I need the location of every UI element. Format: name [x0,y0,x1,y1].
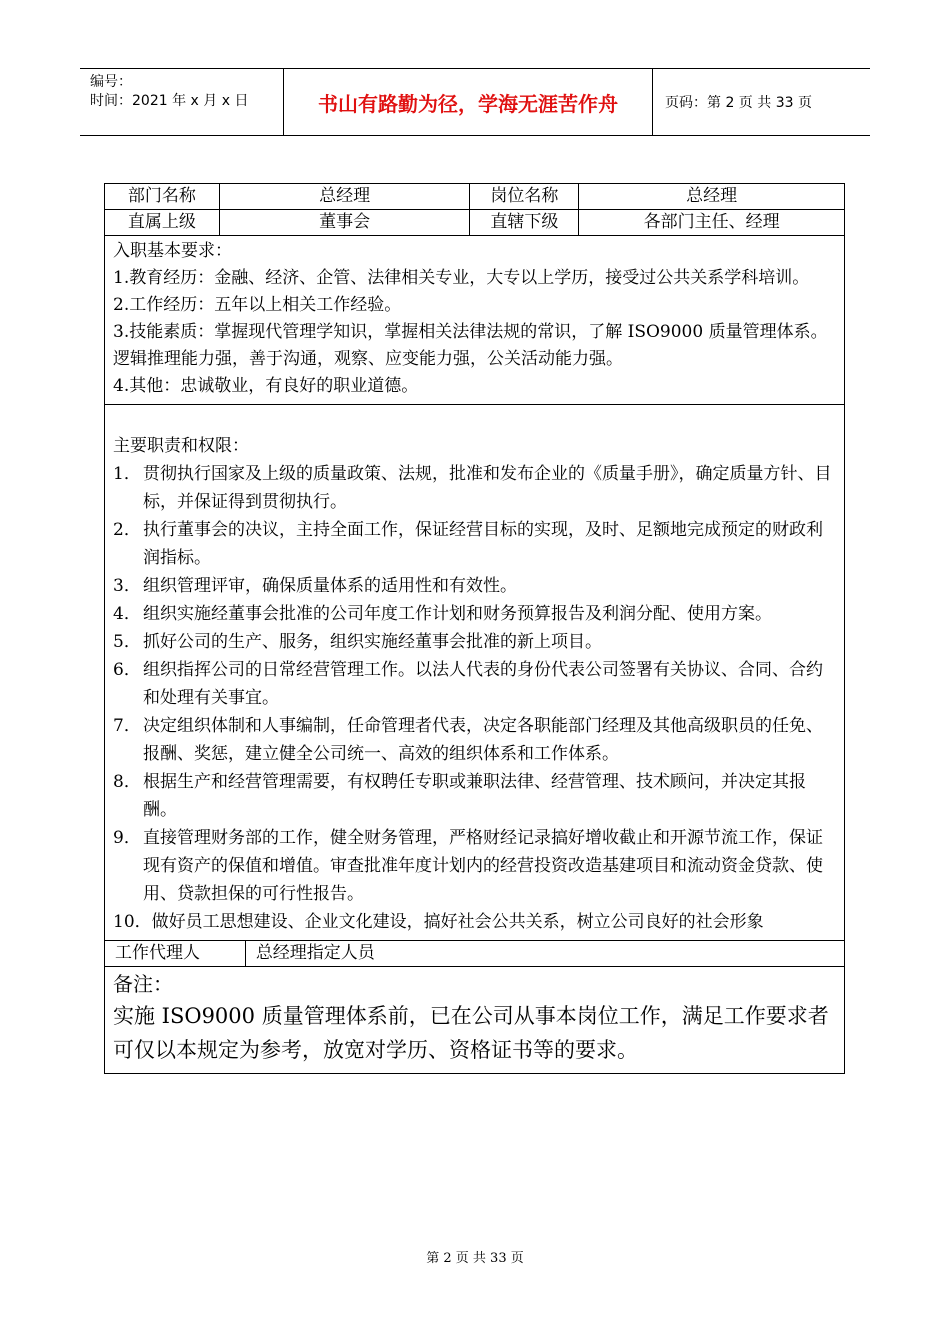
list-item-text: 根据生产和经营管理需要，有权聘任专职或兼职法律、经营管理、技术顾问，并决定其报酬。 [143,772,806,820]
list-item [113,600,836,628]
list-item [113,908,836,936]
page-footer: 第 2 页 共 33 页 [426,1251,524,1266]
subordinate-label: 直辖下级 [470,210,579,236]
list-item-text: 决定组织体制和人事编制，任命管理者代表，决定各职能部门经理及其他高级职员的任免、报酬、奖惩，建立健全公司统一、高效的组织体系和工作体系。 [143,716,823,764]
list-item-number: 4． [113,604,141,624]
list-item-number: 6． [113,660,141,680]
agent-label: 工作代理人 [105,941,246,967]
list-item-text: 组织实施经董事会批准的公司年度工作计划和财务预算报告及利润分配、使用方案。 [143,604,772,624]
table-row [105,405,845,941]
table-row [105,941,845,967]
table-row [105,236,845,405]
requirements-section [105,236,845,405]
list-item-text: 直接管理财务部的工作，健全财务管理，严格财经记录搞好增收截止和开源节流工作，保证现有资产的保值和增值。审查批准年度计划内的经营投资改造基建项目和流动资金贷款、使用、贷款担保的可行性报告。 [143,828,823,904]
superior-value: 董事会 [219,210,470,236]
superior-label: 直属上级 [105,210,220,236]
requirement-item: 3.技能素质：掌握现代管理学知识，掌握相关法律法规的常识，了解 ISO9000 质量管理体系。逻辑推理能力强，善于沟通，观察、应变能力强，公关活动能力强。 [113,322,828,369]
list-item-number: 5． [113,632,141,652]
list-item-text: 执行董事会的决议，主持全面工作，保证经营目标的实现，及时、足额地完成预定的财政利润指标。 [143,520,823,568]
post-name-value: 总经理 [579,184,845,210]
list-item [113,460,836,516]
header-meta [80,69,283,135]
table-row [105,184,845,210]
subordinate-value: 各部门主任、经理 [579,210,845,236]
list-item-number: 10． [113,912,152,932]
duties-list [113,460,836,936]
list-item-number: 1． [113,464,141,484]
list-item-text: 做好员工思想建设、企业文化建设，搞好社会公共关系，树立公司良好的社会形象 [151,912,764,932]
list-item-text: 组织指挥公司的日常经营管理工作。以法人代表的身份代表公司签署有关协议、合同、合约和处理有关事宜。 [143,660,823,708]
list-item-number: 3． [113,576,141,596]
requirement-item: 1.教育经历：金融、经济、企管、法律相关专业，大专以上学历，接受过公共关系学科培训。 [113,268,810,288]
list-item-text: 贯彻执行国家及上级的质量政策、法规，批准和发布企业的《质量手册》，确定质量方针、目标，并保证得到贯彻执行。 [143,464,832,512]
requirement-item: 4.其他：忠诚敬业，有良好的职业道德。 [113,376,419,396]
list-item-text: 组织管理评审，确保质量体系的适用性和有效性。 [143,576,517,596]
dept-name-label: 部门名称 [105,184,220,210]
list-item [113,656,836,712]
list-item [113,768,836,824]
duties-title: 主要职责和权限： [113,436,249,456]
dept-name-value: 总经理 [219,184,470,210]
list-item [113,572,836,600]
post-name-label: 岗位名称 [470,184,579,210]
list-item [113,628,836,656]
header-motto: 书山有路勤为径，学海无涯苦作舟 [283,69,653,135]
remark-title: 备注： [113,972,173,996]
list-item-number: 2． [113,520,141,540]
list-item [113,712,836,768]
list-item-number: 9． [113,828,141,848]
list-item [113,516,836,572]
document-date: 时间：2021 年 x 月 x 日 [90,93,249,109]
header-page-info: 页码：第 2 页 共 33 页 [665,95,812,111]
page-header [80,68,870,136]
remark-text: 实施 ISO9000 质量管理体系前，已在公司从事本岗位工作，满足工作要求者可仅以本规定为参考，放宽对学历、资格证书等的要求。 [113,1004,829,1062]
list-item [113,824,836,908]
list-item-text: 抓好公司的生产、服务，组织实施经董事会批准的新上项目。 [143,632,602,652]
table-row [105,967,845,1074]
duties-section [105,405,845,941]
list-item-number: 7． [113,716,141,736]
job-description-table [104,183,845,1074]
list-item-number: 8． [113,772,141,792]
table-row [105,210,845,236]
requirements-title: 入职基本要求： [113,241,232,261]
requirement-item: 2.工作经历：五年以上相关工作经验。 [113,295,402,315]
agent-value: 总经理指定人员 [245,941,844,967]
remark-section [105,967,845,1074]
document-number-label: 编号： [90,74,132,90]
